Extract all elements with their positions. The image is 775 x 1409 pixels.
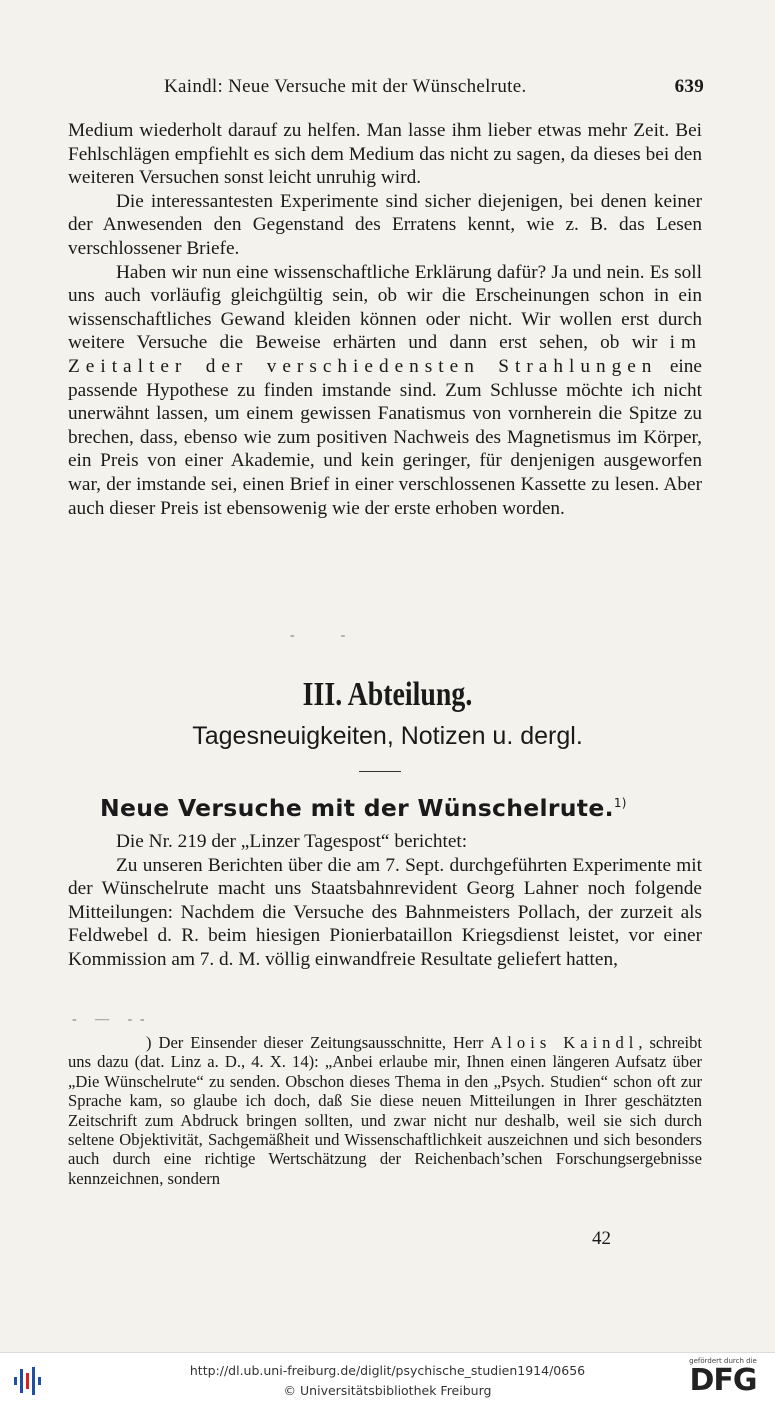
page-number: 639 bbox=[674, 76, 704, 97]
paragraph-1: Medium wiederholt darauf zu helfen. Man lasse ihm lieber etwas mehr Zeit. Bei Fehlschlägen empfiehlt es sich dem Medium das nicht zu sagen, da dieses bei den weiteren Versuchen sonst leicht unruhig wird. bbox=[68, 120, 702, 189]
footnote-separator: - — - - bbox=[72, 1012, 147, 1027]
running-title: Kaindl: Neue Versuche mit der Wünschelrute. bbox=[164, 76, 527, 97]
text-block-top bbox=[68, 119, 702, 520]
section-title: III. Abteilung. bbox=[302, 676, 473, 713]
running-header bbox=[164, 76, 704, 98]
paragraph-3-spaced: im Zeitalter der verschiedensten Strahlungen bbox=[68, 332, 702, 377]
article-paragraph: Zu unseren Berichten über die am 7. Sept. durchgeführten Experimente mit der Wünschelrute macht uns Staatsbahnrevident Georg Lahner noch folgende Mitteilungen: Nachdem die Versuche des Bahnmeisters Pollach, der zurzeit als Feldwebel d. R. beim hiesigen Pionierbataillon Kriegsdienst leistet, vor einer Kommission am 7. d. M. völlig einwandfreie Resultate geliefert hatten, bbox=[68, 854, 702, 970]
article-intro: Die Nr. 219 der „Linzer Tagespost“ berichtet: bbox=[116, 831, 468, 852]
footnote-block bbox=[68, 1033, 702, 1188]
paragraph-3-part2: eine passende Hypothese zu finden imstande sind. Zum Schlusse möchte ich nicht unerwähnt lassen, um einem gewissen Fanatismus von vornherein die Spitze zu brechen, dass, ebenso wie zum positiven Nachweis des Magnetismus im Körper, ein Preis von einer Akademie, und kein geringer, für denjenigen ausgeworfen war, der imstande sei, einen Brief in einer verschlossenen Kassette zu lesen. Aber auch dieser Preis ist ebensowenig wie der erste erhoben worden. bbox=[68, 355, 702, 519]
paragraph-2: Die interessantesten Experimente sind sicher diejenigen, bei denen keiner der Anwesenden den Gegenstand des Erratens kennt, wie z. B. das Lesen verschlossener Briefe. bbox=[68, 190, 702, 259]
dfg-tagline: gefördert durch die bbox=[689, 1357, 757, 1365]
section-subtitle: Tagesneuigkeiten, Notizen u. dergl. bbox=[192, 722, 583, 750]
article-title-text: Neue Versuche mit der Wünschelrute. bbox=[100, 794, 614, 822]
dfg-logo bbox=[681, 1357, 765, 1397]
footnote-mark: 1) bbox=[613, 796, 627, 811]
viewer-footer bbox=[0, 1352, 775, 1409]
footnote-author: Alois Kaindl bbox=[490, 1033, 639, 1052]
signature-mark: 42 bbox=[592, 1228, 611, 1249]
separator-dashes: - - bbox=[290, 628, 348, 643]
paragraph-3-part1: Haben wir nun eine wissenschaftliche Erklärung dafür? Ja und nein. Es soll uns auch vorläufig gleichgültig sein, ob wir die Erscheinungen schon in ein wissenschaftliches Gewand kleiden können oder nicht. Wir wollen erst durch weitere Versuche die Beweise erhärten und dann erst sehen, ob wir bbox=[68, 261, 702, 354]
section-rule bbox=[359, 771, 401, 772]
dfg-logo-text: DFG bbox=[689, 1363, 757, 1398]
source-url[interactable]: http://dl.ub.uni-freiburg.de/diglit/psychische_studien1914/0656 bbox=[189, 1363, 586, 1378]
copyright-notice: © Universitätsbibliothek Freiburg bbox=[283, 1383, 492, 1398]
paragraph-3 bbox=[68, 261, 702, 521]
article-title bbox=[100, 794, 720, 822]
footnote-text: ) Der Einsender dieser Zeitungsausschnitte, Herr Alois Kaindl, schreibt uns dazu (dat. Linz a. D., 4. X. 14): „Anbei erlaube mir, Ihnen einen längeren Aufsatz über „Die Wünschelrute“ zu senden. Obschon dieses Thema in den „Psych. Studien“ schon oft zur Sprache kam, so glaube ich doch, daß Sie diese neuen Mitteilungen in Ihrer geschätzten Zeitschrift zum Abdruck bringen sollten, und zwar nicht nur deshalb, weil sie sich durch seltene Objektivität, Sachgemäßheit und Wissenschaftlichkeit auszeichnen und sich besonders auch durch eine richtige Wertschätzung der Reichenbach’schen Forschungsergebnisse kennzeichnen, sondern bbox=[68, 1033, 702, 1188]
article-body bbox=[68, 830, 702, 972]
